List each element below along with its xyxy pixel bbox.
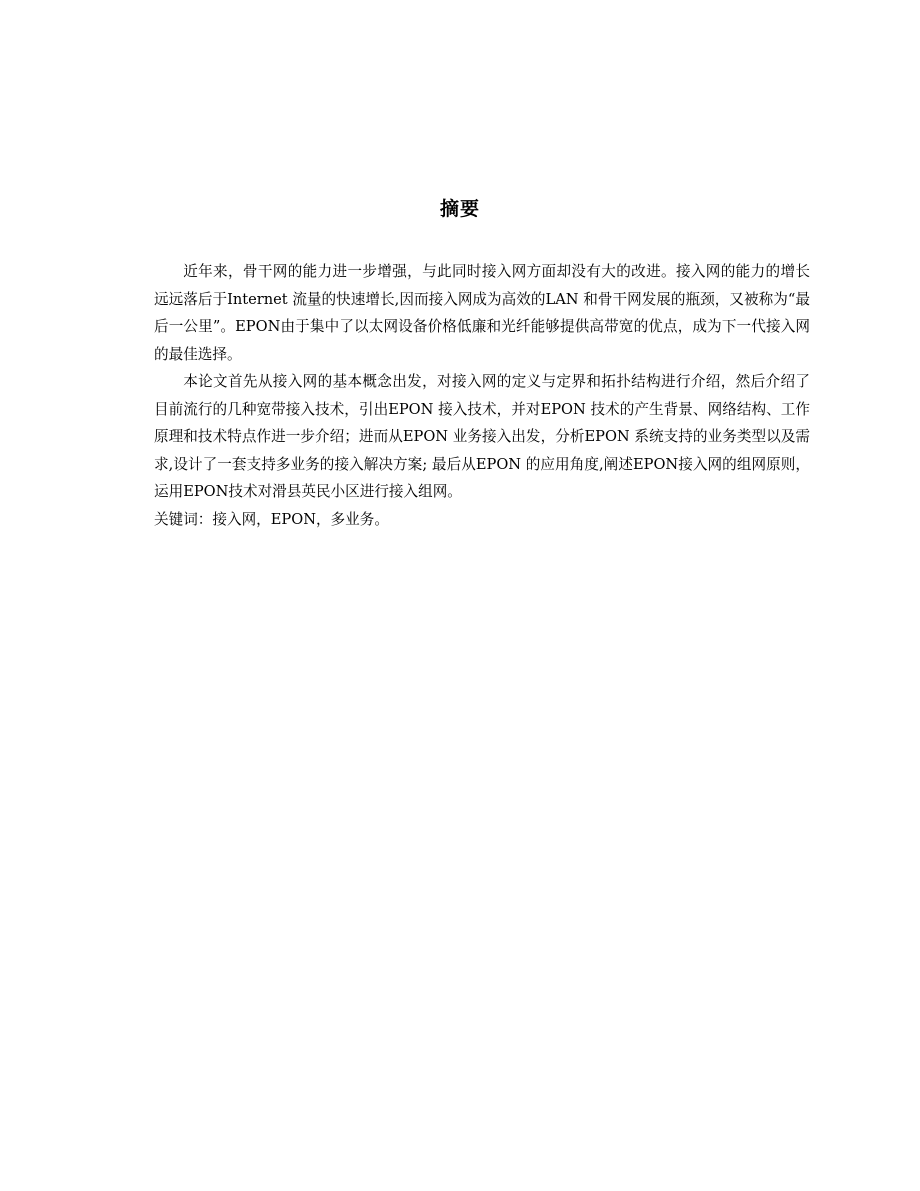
- keywords-line: 关键词：接入网，EPON，多业务。: [154, 510, 389, 528]
- abstract-title: 摘要: [439, 198, 480, 220]
- abstract-paragraph-2: 本论文首先从接入网的基本概念出发，对接入网的定义与定界和拓扑结构进行介绍，然后介绍了目前流行的几种宽带接入技术，引出EPON 接入技术，并对EPON 技术的产生背景、网络结构、工作原理和技术特点作进一步介绍；进而从EPON 业务接入出发，分析EPON 系统支持的业务类型以及需求,设计了一套支持多业务的接入解决方案; 最后从EPON 的应用角度,阐述EPON接入网的组网原则，运用EPON技术对滑县英民小区进行接入组网。: [154, 373, 810, 500]
- abstract-body: [154, 258, 810, 533]
- abstract-paragraph-1: 近年来，骨干网的能力进一步增强，与此同时接入网方面却没有大的改进。接入网的能力的增长远远落后于Internet 流量的快速增长,因而接入网成为高效的LAN 和骨干网发展的瓶颈，又被称为“最后一公里”。EPON由于集中了以太网设备价格低廉和光纤能够提供高带宽的优点，成为下一代接入网的最佳选择。: [154, 263, 810, 363]
